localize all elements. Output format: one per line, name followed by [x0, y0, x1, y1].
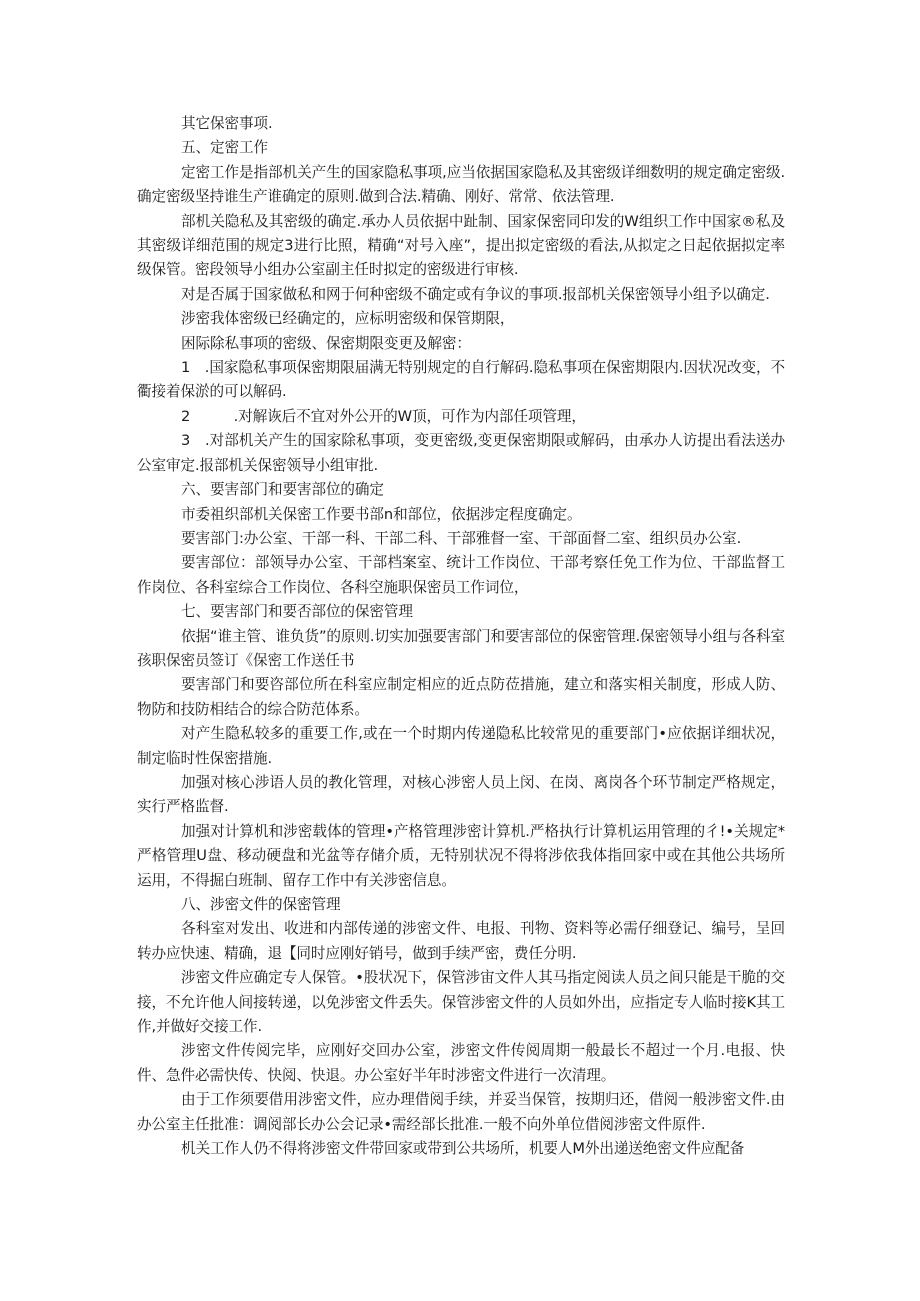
paragraph: 涉密我体密级已经确定的，应标明密级和保管期限， [181, 310, 515, 328]
paragraph: 涉密文件应确定专人保管。•股状况下，保管涉宙文件人其马指定阅读人员之间只能是干脆的交接，不允许他人间接转递，以免涉密文件丢失。保管涉密文件的人员如外出，应指定专人临时接K其工作,并做好交接工作. [137, 969, 785, 1036]
paragraph: 由于工作须要借用涉密文件，应办理借阅手续，并妥当保管，按期归还，借阅一般涉密文件.由办公室主任批准：调阅部长办公会记录•需经部长批准.一般不向外单位借阅涉密文件原件. [137, 1091, 785, 1133]
paragraph: 依据“谁主管、谁负货”的原则.切实加强要害部门和要害部位的保密管理.保密领导小组与各科室孩职保密员签订《保密工作送任书 [137, 627, 785, 669]
paragraph: 困际除私事项的密级、保密期限变更及解密： [181, 334, 471, 352]
numbered-item: 3 .对部机关产生的国家除私事项，变更密级,变更保密期限或解码，由承办人访提出看法送办公室审定.报部机关保密领导小组审批. [137, 432, 785, 474]
paragraph: 机关工作人仍不得将涉密文件带回家或带到公共场所，机要人M外出递送绝密文件应配备 [181, 1140, 745, 1158]
paragraph: 其它保密事项. [181, 115, 273, 132]
numbered-item: 2 .对解诙后不宜对外公开的W顶，可作为内部任项管理， [181, 407, 586, 425]
paragraph: 要害部位：部领导办公室、干部档案室、统计工作岗位、干部考察任免工作为位、干部监督工作岗位、各科室综合工作岗位、各科空施职保密员工作词位， [137, 554, 785, 596]
paragraph: 对是否属于国家做私和网于何种密级不确定或有争议的事项.报部机关保密领导小组予以确定. [181, 285, 770, 303]
paragraph: 加强对核心涉语人员的教化管理，对核心涉密人员上闵、在岗、离岗各个环节制定严格规定，实行严格监督. [137, 773, 785, 816]
paragraph: 定密工作是指部机关产生的国家隐私事项,应当依据国家隐私及其密级详细数明的规定确定密级.确定密级坚持谁生产谁确定的原则.做到合法.精确、刚好、常常、依法管理. [137, 163, 785, 206]
section-heading: 八、涉密文件的保密管理 [181, 896, 341, 913]
paragraph: 加强对计算机和涉密载体的管理•产格管理涉密计算机.严格执行计算机运用管理的彳!•关规定*严格管理U盘、移动硬盘和光盆等存储介质，无特别状况不得将涉依我体指回家中或在其他公共场所运用，不得掘白班制、留存工作中有关涉密信息。 [137, 822, 785, 889]
numbered-item: 1 .国家隐私事项保密期限届满无特别规定的自行解码.隐私事项在保密期限内.因状况改变，不衢接着保淤的可以解码. [137, 359, 785, 401]
section-heading: 五、定密工作 [181, 139, 268, 157]
paragraph: 涉密文件传阅完毕，应刚好交回办公室，涉密文件传阅周期一般最长不超过一个月.电报、快件、急件必需快传、快阅、快退。办公室好半年时涉密文件进行一次清理。 [137, 1042, 785, 1084]
paragraph: 要害部门和要咨部位所在科室应制定相应的近点防莅措施，建立和落实相关制度，形成人防、物防和技防相结合的综合防范体系。 [137, 676, 785, 718]
section-heading: 六、要害部门和要害部位的确定 [181, 481, 384, 499]
paragraph: 各科室对发出、收进和内部传递的涉密文件、电报、刊物、资料等必需仔细登记、编号，呈回转办应快速、精确，退【同时应刚好销号，做到手续严密，费任分明. [137, 920, 785, 962]
paragraph: 部机关隐私及其密级的确定.承办人员依据中趾制、国家保密同印发的W组织工作中国家®私及其密级详细范围的规定3进行比照，精确“对号入座”，提出拟定密级的看法,从拟定之日起依据拟定率级保管。密段领导小组办公室副主任时拟定的密级进行审核. [137, 212, 785, 279]
paragraph: 对产生隐私较多的重要工作,或在一个时期内传递隐私比较常见的重要部门•应依据详细状况，制定临时性保密措施. [137, 725, 785, 767]
paragraph: 要害部门:办公室、干部一科、干部二科、干部雅督一室、干部面督二室、组织员办公室. [181, 529, 742, 547]
document-body [137, 112, 785, 1161]
section-heading: 七、要害部门和要否部位的保密管理 [181, 603, 413, 621]
paragraph: 市委祖织部机关保密工作要书部n和部位，依据涉定程度确定。 [181, 505, 582, 523]
